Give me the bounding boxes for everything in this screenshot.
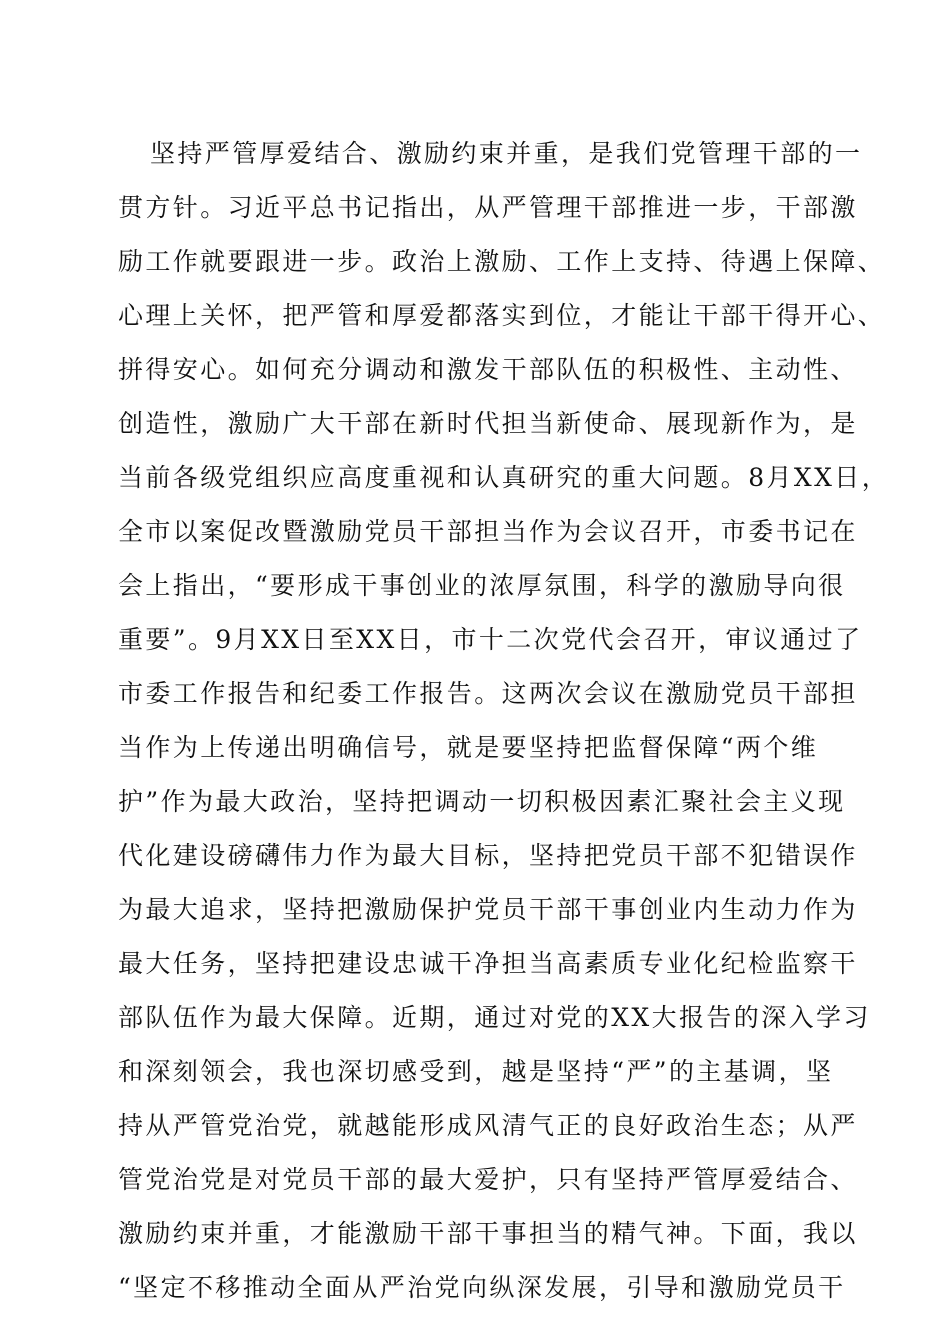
text-line: 持从严管党治党，就越能形成风清气正的良好政治生态；从严 [118, 1111, 858, 1140]
text-line: 励工作就要跟进一步。政治上激励、工作上支持、待遇上保障、 [118, 247, 886, 276]
text-line: 代化建设磅礴伟力作为最大目标，坚持把党员干部不犯错误作 [118, 841, 858, 870]
text-line: 最大任务，坚持把建设忠诚干净担当高素质专业化纪检监察干 [118, 949, 858, 978]
text-line: 全市以案促改暨激励党员干部担当作为会议召开，市委书记在 [118, 517, 858, 546]
text-line: 管党治党是对党员干部的最大爱护，只有坚持严管厚爱结合、 [118, 1165, 858, 1194]
text-line: “坚定不移推动全面从严治党向纵深发展，引导和激励党员干 [118, 1273, 846, 1302]
text-line: 激励约束并重，才能激励干部干事担当的精气神。下面，我以 [118, 1219, 858, 1248]
text-line: 当作为上传递出明确信号，就是要坚持把监督保障“两个维 [118, 733, 819, 762]
text-line: 和深刻领会，我也深切感受到，越是坚持“严”的主基调，坚 [118, 1057, 834, 1086]
text-line: 创造性，激励广大干部在新时代担当新使命、展现新作为，是 [118, 409, 858, 438]
text-line: 心理上关怀，把严管和厚爱都落实到位，才能让干部干得开心、 [118, 301, 886, 330]
text-line: 拼得安心。如何充分调动和激发干部队伍的积极性、主动性、 [118, 355, 858, 384]
text-line: 市委工作报告和纪委工作报告。这两次会议在激励党员干部担 [118, 679, 858, 708]
text-line: 贯方针。习近平总书记指出，从严管理干部推进一步，干部激 [118, 193, 858, 222]
text-line: 重要”。9月XX日至XX日，市十二次党代会召开，审议通过了 [118, 625, 863, 654]
text-line: 部队伍作为最大保障。近期，通过对党的XX大报告的深入学习 [118, 1003, 871, 1032]
text-line: 护”作为最大政治，坚持把调动一切积极因素汇聚社会主义现 [118, 787, 846, 816]
text-line: 坚持严管厚爱结合、激励约束并重，是我们党管理干部的一 [150, 139, 863, 168]
text-line: 为最大追求，坚持把激励保护党员干部干事创业内生动力作为 [118, 895, 858, 924]
text-line: 当前各级党组织应高度重视和认真研究的重大问题。8月XX日， [118, 463, 890, 492]
text-line: 会上指出，“要形成干事创业的浓厚氛围，科学的激励导向很 [118, 571, 846, 600]
